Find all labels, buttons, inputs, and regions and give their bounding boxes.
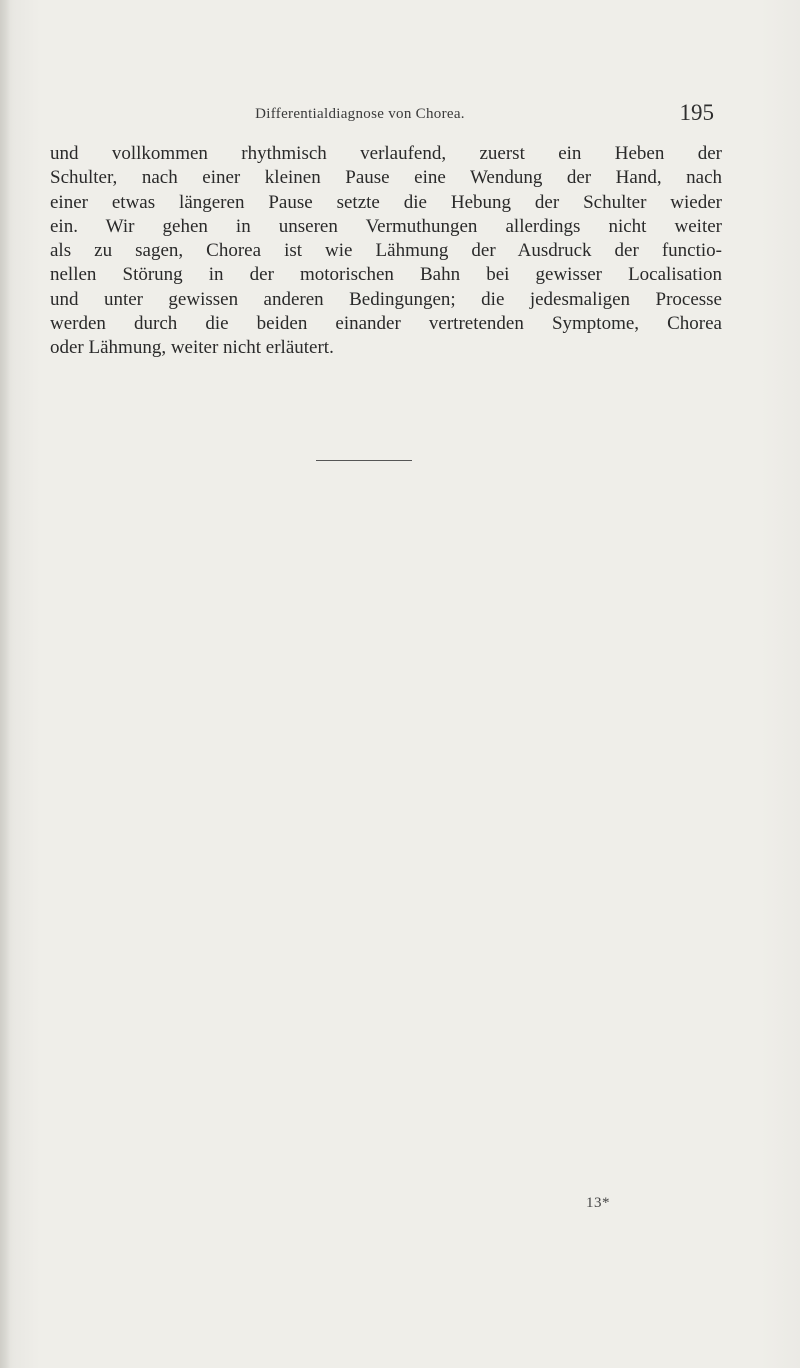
page-number: 195 bbox=[679, 100, 714, 125]
page-edge-shadow bbox=[0, 0, 10, 1368]
signature-mark: 13* bbox=[586, 1195, 610, 1211]
text-line: einer etwas längeren Pause setzte die Hebung der Schulter wieder bbox=[50, 191, 722, 213]
text-line: und vollkommen rhythmisch verlaufend, zuerst ein Heben der bbox=[50, 143, 722, 164]
text-line: oder Lähmung, weiter nicht erläutert. bbox=[50, 337, 334, 359]
section-end-rule bbox=[316, 460, 412, 461]
body-paragraph bbox=[50, 142, 722, 361]
text-line: ein. Wir gehen in unseren Vermuthungen allerdings nicht weiter bbox=[50, 215, 722, 237]
text-line: als zu sagen, Chorea ist wie Lähmung der Ausdruck der functio- bbox=[50, 240, 722, 262]
text-line: und unter gewissen anderen Bedingungen; die jedesmaligen Processe bbox=[50, 288, 722, 310]
text-line: werden durch die beiden einander vertretenden Symptome, Chorea bbox=[50, 313, 722, 335]
running-head bbox=[90, 100, 720, 128]
text-line: nellen Störung in der motorischen Bahn bei gewisser Localisation bbox=[50, 264, 722, 286]
running-title: Differentialdiagnose von Chorea. bbox=[255, 106, 465, 122]
text-line: Schulter, nach einer kleinen Pause eine Wendung der Hand, nach bbox=[50, 167, 722, 189]
